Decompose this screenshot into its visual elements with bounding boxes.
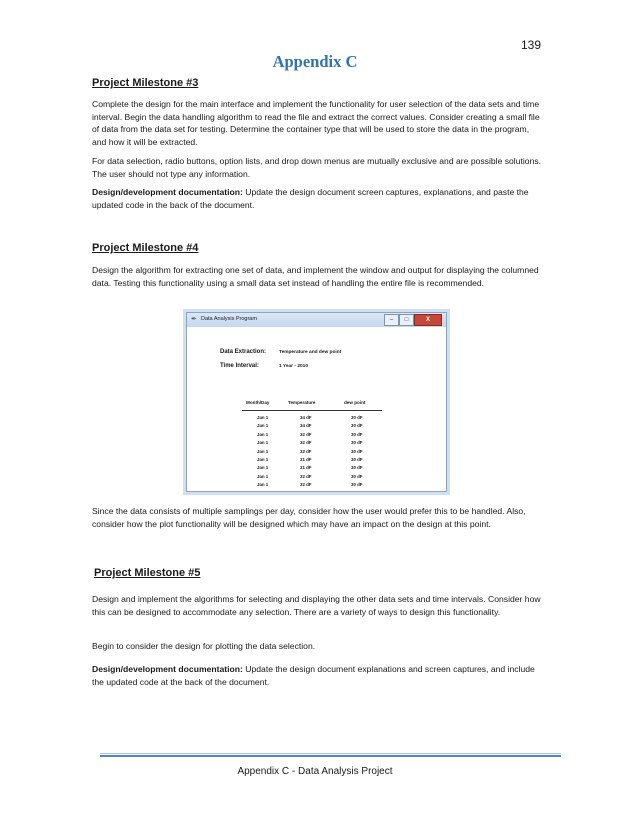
milestone-5-documentation (92, 663, 542, 688)
column-header-dew-point: dew point (344, 400, 366, 405)
milestone-3-heading: Project Milestone #3 (92, 77, 199, 89)
table-cell: 30 dF (351, 431, 363, 437)
milestone-3-documentation (92, 186, 542, 211)
program-window-screenshot (186, 312, 447, 492)
table-cell: Jan 1 (257, 448, 269, 454)
extraction-value: Temperature and dew point (279, 350, 342, 355)
window-title-bar (187, 313, 446, 327)
table-cell: 30 dF (351, 415, 363, 420)
milestone-5-paragraph-1: Design and implement the algorithms for selecting and displaying the other data sets and time intervals. Consider how this can be designed to accommodate any selection. There are a variety of ways to design this functionality. (92, 594, 541, 617)
table-cell: 30 dF (351, 440, 363, 446)
table-cell: 30 dF (351, 482, 363, 488)
table-cell: 30 dF (351, 423, 363, 429)
footer-rule-light (100, 753, 561, 754)
table-cell: 30 dF (351, 457, 363, 462)
header-divider (242, 410, 382, 411)
table-cell: 34 dF (300, 415, 312, 420)
table-cell: 30 dF (351, 473, 363, 479)
column-header-month-day: Month/Day (246, 400, 270, 405)
table-cell: 30 dF (351, 448, 363, 454)
table-cell: 34 dF (300, 423, 312, 429)
milestone-5-heading: Project Milestone #5 (94, 567, 201, 579)
table-cell: Jan 1 (257, 465, 269, 471)
milestone-4-paragraph-2: Since the data consists of multiple samplings per day, consider how the user would prefer this to be handled. Also, consider how the plot functionality will be designed which may have an impact on the design at this point. (92, 506, 526, 529)
table-cell: 32 dF (300, 473, 312, 479)
interval-value: 1 Year - 2010 (279, 364, 308, 369)
documentation-label: Design/development documentation: (92, 664, 243, 674)
table-cell: 32 dF (300, 440, 312, 446)
milestone-4-paragraph-1: Design the algorithm for extracting one set of data, and implement the window and output for displaying the columned data. Testing this functionality using a small data set instead of handling the entire file is recommended. (92, 265, 539, 288)
footer-rule (100, 755, 561, 757)
table-cell: 32 dF (300, 431, 312, 437)
maximize-icon: □ (399, 314, 414, 326)
close-icon: X (414, 314, 442, 326)
table-cell: Jan 1 (257, 431, 269, 437)
page-number: 139 (521, 38, 542, 52)
table-cell: 32 dF (300, 482, 312, 488)
documentation-text: Update the design document screen captures, explanations, and paste the updated code in the back of the document. (92, 187, 529, 210)
table-cell: Jan 1 (257, 415, 269, 420)
table-cell: 31 dF (300, 465, 312, 471)
milestone-4-heading: Project Milestone #4 (92, 242, 199, 254)
table-cell: 30 dF (351, 465, 363, 471)
page-footer: Appendix C - Data Analysis Project (237, 766, 393, 777)
documentation-text: Update the design document explanations and screen captures, and include the updated code at the back of the document. (92, 664, 535, 687)
table-cell: 32 dF (300, 448, 312, 454)
table-cell: Jan 1 (257, 440, 269, 446)
table-cell: Jan 1 (257, 473, 269, 479)
column-header-temperature: Temperature (288, 400, 316, 405)
documentation-label: Design/development documentation: (92, 187, 243, 197)
milestone-3-paragraph-2: For data selection, radio buttons, option lists, and drop down menus are mutually exclusive and are possible solutions. The user should not type any information. (92, 156, 542, 179)
milestone-3-paragraph-1: Complete the design for the main interface and implement the functionality for user selection of the data sets and time interval. Begin the data handling algorithm to read the file and extract the correct values. Consider creating a small file of data from the data set for testing. Determine the container type that will be used to store the data in the program, and how it will be extracted. (92, 99, 540, 147)
milestone-5-paragraph-2: Begin to consider the design for plotting the data selection. (92, 641, 316, 651)
extraction-label: Data Extraction: (220, 349, 267, 355)
table-cell: Jan 1 (257, 482, 269, 488)
feather-icon: ✒ (191, 316, 197, 323)
minimize-icon: – (384, 314, 399, 326)
interval-label: Time Interval: (220, 363, 259, 369)
table-cell: 31 dF (300, 457, 312, 462)
table-cell: Jan 1 (257, 423, 269, 429)
window-title: Data Analysis Program (201, 316, 257, 322)
table-cell: Jan 1 (257, 457, 269, 462)
window-body (187, 328, 446, 491)
page-title: Appendix C (272, 52, 358, 71)
